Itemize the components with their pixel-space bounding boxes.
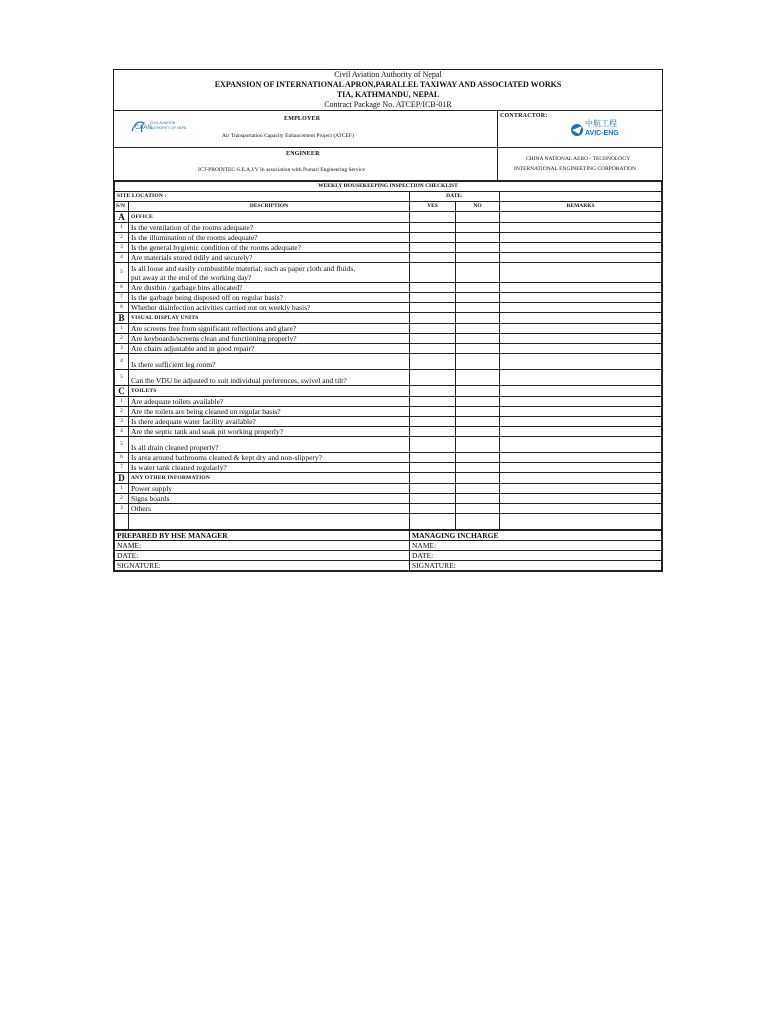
no-checkbox-cell[interactable] [456,293,500,303]
yes-checkbox-cell[interactable] [410,463,456,473]
remarks-cell[interactable] [500,233,662,243]
checklist-item-row [115,344,662,354]
remarks-cell[interactable] [500,437,662,453]
caan-logo [130,117,186,135]
checklist-table [114,181,662,530]
employer-cell [114,111,498,147]
item-description: Are the septic tank and soak pit working properly? [129,427,410,437]
engineer-row [114,148,662,181]
no-checkbox-cell[interactable] [456,263,500,283]
section-row [115,386,662,397]
prepared-signature-label: SIGNATURE: [115,561,410,571]
no-checkbox-cell[interactable] [456,504,500,514]
section-remarks-cell[interactable] [500,386,662,397]
engineer-text: ICT-PROINTEC-S.E.A J/V In association with Pumari Engineering Service [198,167,365,173]
yes-checkbox-cell[interactable] [410,293,456,303]
remarks-cell[interactable] [500,243,662,253]
section-title: ANY OTHER INFORMATION [129,473,410,484]
item-description: Is there adequate water facility available? [129,417,410,427]
item-number: 2 [115,407,129,417]
avic-logo-en: AVIC-ENG [585,130,619,137]
checklist-item-row [115,463,662,473]
no-checkbox-cell[interactable] [456,243,500,253]
no-checkbox-cell[interactable] [456,427,500,437]
item-description: Is the general hygienic condition of the rooms adequate? [129,243,410,253]
item-description: Can the VDU be adjusted to suit individual preferences, swivel and tilt? [129,370,410,386]
item-number: 2 [115,233,129,243]
section-letter: D [115,473,129,484]
no-checkbox-cell[interactable] [456,484,500,494]
item-description: Are materials stored tidily and securely? [129,253,410,263]
checklist-item-row [115,263,662,283]
section-yes-cell[interactable] [410,473,456,484]
item-number: 5 [115,437,129,453]
remarks-cell[interactable] [500,344,662,354]
col-yes: YES [410,202,456,212]
item-number: 5 [115,370,129,386]
item-number: 3 [115,417,129,427]
checklist-item-row [115,223,662,233]
document-header [114,70,662,111]
avic-logo-cn: 中航工程 [585,119,617,128]
section-no-cell[interactable] [456,212,500,223]
checklist-item-row [115,407,662,417]
checklist-item-row [115,417,662,427]
item-number: 1 [115,324,129,334]
yes-checkbox-cell[interactable] [410,223,456,233]
item-description: Is area around bathrooms cleaned & kept dry and non-slippery? [129,453,410,463]
prepared-name-label: NAME: [115,541,410,551]
section-yes-cell[interactable] [410,313,456,324]
section-title: OFFICE [129,212,410,223]
checklist-item-row [115,504,662,514]
no-checkbox-cell[interactable] [456,253,500,263]
section-title: VISUAL DISPLAY UNITS [129,313,410,324]
checklist-item-row [115,427,662,437]
item-number: 4 [115,427,129,437]
managing-incharge-label: MANAGING INCHARGE [410,531,662,541]
checklist-item-row [115,484,662,494]
item-number: 4 [115,253,129,263]
remarks-cell[interactable] [500,494,662,504]
section-yes-cell[interactable] [410,386,456,397]
site-location-label: SITE LOCATION : [115,192,410,202]
remarks-cell[interactable] [500,484,662,494]
remarks-cell[interactable] [500,253,662,263]
yes-checkbox-cell[interactable] [410,263,456,283]
checklist-sheet [113,69,663,572]
prepared-by-label: PREPARED BY HSE MANAGER [115,531,410,541]
checklist-item-row [115,370,662,386]
managing-signature-label: SIGNATURE: [410,561,662,571]
checklist-item-row [115,453,662,463]
remarks-cell[interactable] [500,283,662,293]
remarks-cell[interactable] [500,463,662,473]
blank-cell[interactable] [410,514,456,530]
yes-checkbox-cell[interactable] [410,303,456,313]
no-checkbox-cell[interactable] [456,223,500,233]
engineer-cell [114,148,498,180]
item-description: Power supply [129,484,410,494]
blank-cell[interactable] [456,514,500,530]
item-number: 6 [115,283,129,293]
blank-cell[interactable] [500,514,662,530]
checklist-title: WEEKLY HOUSEKEEPING INSPECTION CHECKLIST [115,182,662,192]
checklist-item-row [115,354,662,370]
col-sn: S/N [115,202,129,212]
remarks-cell[interactable] [500,293,662,303]
blank-cell[interactable] [129,514,410,530]
checklist-item-row [115,334,662,344]
section-remarks-cell[interactable] [500,313,662,324]
checklist-item-row [115,437,662,453]
col-description: DESCRIPTION [129,202,410,212]
section-letter: B [115,313,129,324]
remarks-cell[interactable] [500,417,662,427]
remarks-cell[interactable] [500,453,662,463]
yes-checkbox-cell[interactable] [410,253,456,263]
section-remarks-cell[interactable] [500,473,662,484]
item-description: Is all drain cleaned properly? [129,437,410,453]
no-checkbox-cell[interactable] [456,233,500,243]
remarks-cell[interactable] [500,303,662,313]
no-checkbox-cell[interactable] [456,397,500,407]
remarks-cell[interactable] [500,263,662,283]
managing-date-label: DATE: [410,551,662,561]
blank-cell[interactable] [115,514,129,530]
checklist-item-row [115,253,662,263]
no-checkbox-cell[interactable] [456,463,500,473]
remarks-cell[interactable] [500,324,662,334]
checklist-item-row [115,324,662,334]
item-number: 6 [115,453,129,463]
item-description: Are chairs adjustable and in good repair? [129,344,410,354]
yes-checkbox-cell[interactable] [410,370,456,386]
item-number: 8 [115,303,129,313]
header-blank [500,192,662,202]
section-letter: C [115,386,129,397]
item-description [129,263,410,283]
remarks-cell[interactable] [500,370,662,386]
item-description-line2: put away at the end of the working day? [131,272,252,282]
employer-label: EMPLOYER [284,116,321,122]
caan-logo-line2: AUTHORITY OF NEPAL [150,126,186,130]
section-row [115,473,662,484]
yes-checkbox-cell[interactable] [410,494,456,504]
item-number: 2 [115,334,129,344]
remarks-cell[interactable] [500,334,662,344]
yes-checkbox-cell[interactable] [410,397,456,407]
remarks-cell[interactable] [500,504,662,514]
yes-checkbox-cell[interactable] [410,417,456,427]
no-checkbox-cell[interactable] [456,494,500,504]
engineer-label: ENGINEER [286,151,320,157]
no-checkbox-cell[interactable] [456,417,500,427]
no-checkbox-cell[interactable] [456,324,500,334]
item-description: Whether disinfection activities carried out on weekly basis? [129,303,410,313]
checklist-item-row [115,283,662,293]
yes-checkbox-cell[interactable] [410,484,456,494]
item-number: 3 [115,344,129,354]
yes-checkbox-cell[interactable] [410,427,456,437]
blank-row [115,514,662,530]
item-description: Is the garbage being disposed off on regular basis? [129,293,410,303]
yes-checkbox-cell[interactable] [410,453,456,463]
item-number: 1 [115,223,129,233]
item-number: 3 [115,243,129,253]
yes-checkbox-cell[interactable] [410,407,456,417]
item-description: Is the illumination of the rooms adequate? [129,233,410,243]
employer-project: Air Transportation Capacity Enhancement Project (ATCEF) [222,133,354,139]
no-checkbox-cell[interactable] [456,370,500,386]
item-number: 1 [115,484,129,494]
item-number: 2 [115,494,129,504]
section-remarks-cell[interactable] [500,212,662,223]
section-no-cell[interactable] [456,386,500,397]
remarks-cell[interactable] [500,427,662,437]
yes-checkbox-cell[interactable] [410,344,456,354]
yes-checkbox-cell[interactable] [410,334,456,344]
contractor-name-line1: CHINA NATIONAL AERO - TECHNOLOGY [526,156,631,162]
no-checkbox-cell[interactable] [456,437,500,453]
no-checkbox-cell[interactable] [456,407,500,417]
contractor-name-cell [498,112,662,180]
remarks-cell[interactable] [500,223,662,233]
checklist-item-row [115,243,662,253]
contractor-name-line2: INTERNATIONAL ENGINEETING CORPORATION [514,166,637,172]
yes-checkbox-cell[interactable] [410,233,456,243]
checklist-item-row [115,303,662,313]
contract-package: Contract Package No. ATCEP/ICB-01R [324,100,452,109]
no-checkbox-cell[interactable] [456,344,500,354]
project-location: TIA, KATHMANDU, NEPAL [336,90,440,99]
project-title: EXPANSION OF INTERNATIONAL APRON,PARALLEL TAXIWAY AND ASSOCIATED WORKS [214,80,562,89]
item-description: Are screens free from significant reflections and glare? [129,324,410,334]
authority-name: Civil Aviation Authority of Nepal [334,70,442,79]
yes-checkbox-cell[interactable] [410,283,456,293]
checklist-item-row [115,494,662,504]
no-checkbox-cell[interactable] [456,334,500,344]
item-description: Is water tank cleaned regularly? [129,463,410,473]
item-number: 5 [115,263,129,283]
item-description-line1: Is all loose and easily combustible material, such as paper cloth and fluids, [131,263,356,273]
item-number: 7 [115,293,129,303]
section-title: TOILETS [129,386,410,397]
section-row [115,212,662,223]
item-number: 7 [115,463,129,473]
remarks-cell[interactable] [500,354,662,370]
yes-checkbox-cell[interactable] [410,243,456,253]
item-number: 4 [115,354,129,370]
item-description: Signs boards [129,494,410,504]
remarks-cell[interactable] [500,407,662,417]
yes-checkbox-cell[interactable] [410,324,456,334]
item-description: Are adequate toilets available? [129,397,410,407]
managing-name-label: NAME: [410,541,662,551]
item-description: Others [129,504,410,514]
no-checkbox-cell[interactable] [456,303,500,313]
item-description: Is there sufficient leg room? [129,354,410,370]
section-letter: A [115,212,129,223]
caan-logo-abbr: CAAN [135,125,152,131]
yes-checkbox-cell[interactable] [410,504,456,514]
signature-table [114,530,662,571]
no-checkbox-cell[interactable] [456,283,500,293]
section-no-cell[interactable] [456,313,500,324]
no-checkbox-cell[interactable] [456,453,500,463]
col-no: NO [456,202,500,212]
section-yes-cell[interactable] [410,212,456,223]
item-number: 3 [115,504,129,514]
yes-checkbox-cell[interactable] [410,354,456,370]
checklist-item-row [115,397,662,407]
checklist-item-row [115,233,662,243]
section-row [115,313,662,324]
item-description: Are keyboards/screens clean and functioning properly? [129,334,410,344]
remarks-cell[interactable] [500,397,662,407]
item-description: Are dustbin / garbage bins allocated? [129,283,410,293]
date-label: DATE: [410,192,500,202]
no-checkbox-cell[interactable] [456,354,500,370]
section-no-cell[interactable] [456,473,500,484]
checklist-item-row [115,293,662,303]
prepared-date-label: DATE: [115,551,410,561]
col-remarks: REMARKS [500,202,662,212]
yes-checkbox-cell[interactable] [410,437,456,453]
contractor-label: CONTRACTOR: [500,113,548,119]
item-description: Are the toilets are being cleaned on regular basis? [129,407,410,417]
caan-logo-line1: CIVIL AVIATION [150,121,176,125]
item-description: Is the ventilation of the rooms adequate? [129,223,410,233]
item-number: 1 [115,397,129,407]
